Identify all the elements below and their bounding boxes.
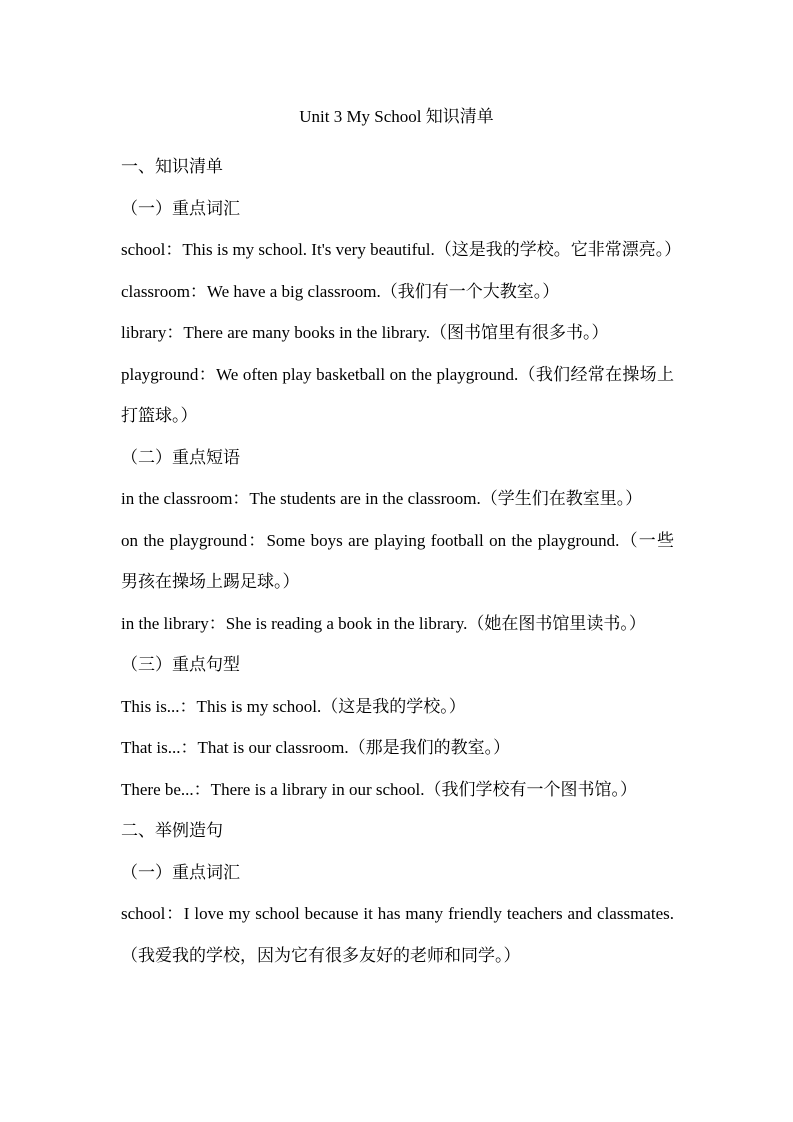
subheading-key-sentence-patterns: （三）重点句型: [121, 655, 240, 674]
subheading-key-phrases: （二）重点短语: [121, 447, 240, 467]
vocab-library: library：There are many books in the library.（图书馆里有很多书。）: [121, 323, 609, 342]
vocab-playground: playground：We often play basketball on the playground.（我们经常在操场上打篮球。）: [121, 364, 674, 425]
vocab-classroom: classroom：We have a big classroom.（我们有一个大教室。）: [121, 281, 560, 301]
phrase-on-the-playground: on the playground：Some boys are playing football on the playground.（一些男孩在操场上踢足球。）: [121, 530, 674, 591]
phrase-in-the-library: in the library：She is reading a book in the library.（她在图书馆里读书。）: [121, 613, 646, 633]
section-heading-knowledge-list: 一、知识清单: [121, 157, 223, 176]
document-title: Unit 3 My School 知识清单: [299, 107, 494, 126]
pattern-that-is: That is...：That is our classroom.（那是我们的教室。）: [121, 738, 511, 757]
pattern-there-be: There be...：There is a library in our school.（我们学校有一个图书馆。）: [121, 779, 638, 799]
phrase-in-the-classroom: in the classroom：The students are in the classroom.（学生们在教室里。）: [121, 489, 643, 508]
pattern-this-is: This is...：This is my school.（这是我的学校。）: [121, 696, 466, 716]
example-school: school：I love my school because it has many friendly teachers and classmates.（我爱我的学校，因为它有很多友好的老师和同学。）: [121, 904, 674, 965]
vocab-school: school：This is my school. It's very beautiful.（这是我的学校。它非常漂亮。）: [121, 240, 682, 259]
subheading-key-vocabulary-2: （一）重点词汇: [121, 862, 240, 882]
subheading-key-vocabulary: （一）重点词汇: [121, 198, 240, 218]
section-heading-example-sentences: 二、举例造句: [121, 821, 223, 840]
document-body: [121, 146, 682, 976]
